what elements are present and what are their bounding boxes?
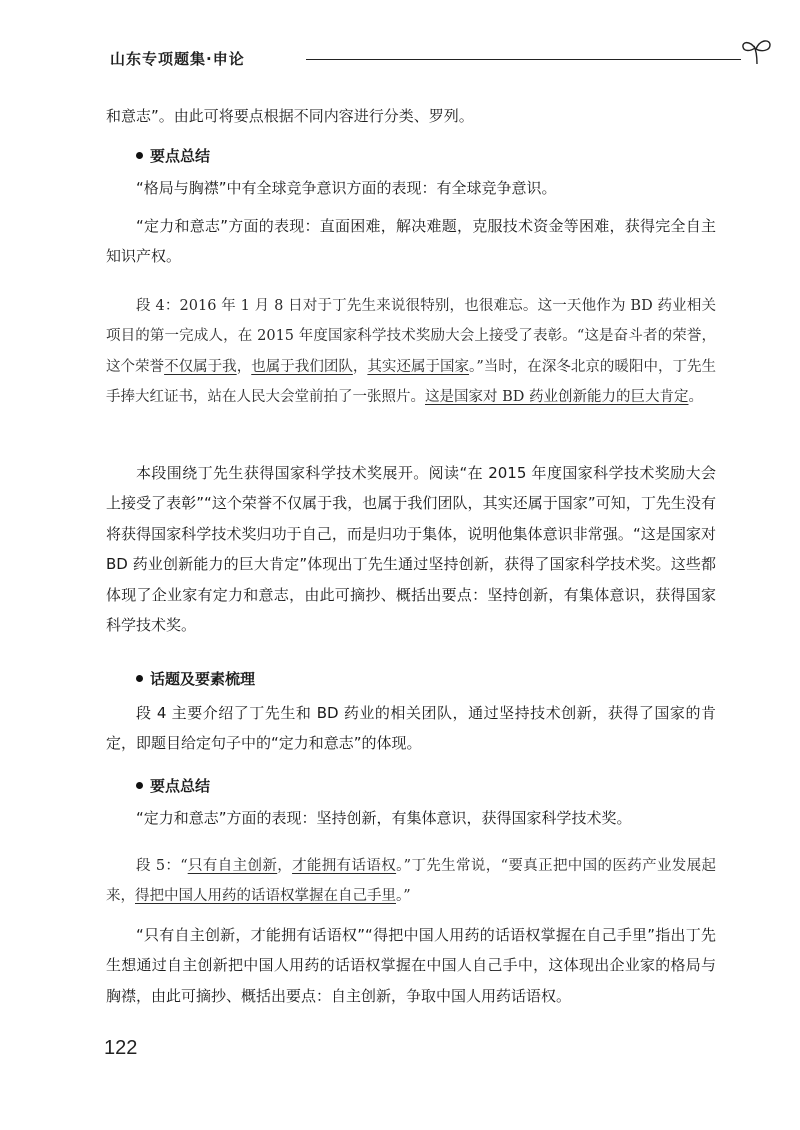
page-number: 122 xyxy=(104,1037,138,1059)
analysis-paragraph: 本段围绕丁先生获得国家科学技术奖展开。阅读“在 2015 年度国家科学技术奖励大会上接受了表彰”“这个荣誉不仅属于我，也属于我们团队，其实还属于国家”可知，丁先生没有将获得国家科学技术奖归功于自己，而是归功于集体，说明他集体意识非常强。“这是国家对 BD 药业创新能力的巨大肯定”体现出丁先生通过坚持创新，获得了国家科学技术奖。这些都体现了企业家有定力和意志，由此可摘抄、概括出要点：坚持创新，有集体意识，获得国家科学技术奖。 xyxy=(106,464,716,635)
underlined-phrase: 不仅属于我 xyxy=(164,358,237,375)
source-paragraph-4: 段 4：2016 年 1 月 8 日对于丁先生来说很特别，也很难忘。这一天他作为 BD 药业相关项目的第一完成人，在 2015 年度国家科学技术奖励大会上接受了表彰。“这是奋斗者的荣誉，这个荣誉不仅属于我，也属于我们团队，其实还属于国家。”当时，在深冬北京的暖阳中，丁先生手捧大红证书，站在人民大会堂前拍了一张照片。这是国家对 BD 药业创新能力的巨大肯定。 xyxy=(106,298,717,406)
header-rule xyxy=(306,59,741,60)
bullet-heading: 要点总结 xyxy=(136,775,210,796)
header-title: 山东专项题集·申论 xyxy=(110,50,245,68)
summary-line: “格局与胸襟”中有全球竞争意识方面的表现：有全球竞争意识。 xyxy=(136,179,557,197)
underlined-phrase: 这是国家对 BD 药业创新能力的巨大肯定 xyxy=(425,389,689,406)
source-paragraph-5: 段 5：“只有自主创新，才能拥有话语权。”丁先生常说，“要真正把中国的医药产业发展起来，得把中国人用药的话语权掌握在自己手里。” xyxy=(106,858,717,905)
analysis-paragraph: 段 4 主要介绍了丁先生和 BD 药业的相关团队，通过坚持技术创新，获得了国家的肯定，即题目给定句子中的“定力和意志”的体现。 xyxy=(106,704,716,753)
paragraph-continuation: 和意志”。由此可将要点根据不同内容进行分类、罗列。 xyxy=(106,107,474,125)
bullet-icon xyxy=(136,675,143,682)
underlined-phrase: 只有自主创新 xyxy=(187,858,278,874)
bullet-icon xyxy=(136,152,143,159)
summary-line: “定力和意志”方面的表现：坚持创新，有集体意识，获得国家科学技术奖。 xyxy=(136,809,632,827)
sprout-icon xyxy=(740,36,774,66)
bullet-icon xyxy=(136,782,143,789)
underlined-phrase: 得把中国人用药的话语权掌握在自己手里 xyxy=(135,888,396,905)
bullet-heading: 要点总结 xyxy=(136,145,210,166)
underlined-phrase: 其实还属于国家 xyxy=(367,358,470,375)
underlined-phrase: 才能拥有话语权 xyxy=(292,858,397,874)
page-header xyxy=(58,34,758,74)
summary-line: “定力和意志”方面的表现：直面困难，解决难题，克服技术资金等困难，获得完全自主知识产权。 xyxy=(106,217,716,266)
bullet-heading: 话题及要素梳理 xyxy=(136,668,255,689)
underlined-phrase: 也属于我们团队 xyxy=(251,358,353,375)
analysis-paragraph: “只有自主创新，才能拥有话语权”“得把中国人用药的话语权掌握在自己手里”指出丁先生想通过自主创新把中国人用药的话语权掌握在中国人自己手中，这体现出企业家的格局与胸襟，由此可摘抄、概括出要点：自主创新，争取中国人用药话语权。 xyxy=(106,926,716,1005)
